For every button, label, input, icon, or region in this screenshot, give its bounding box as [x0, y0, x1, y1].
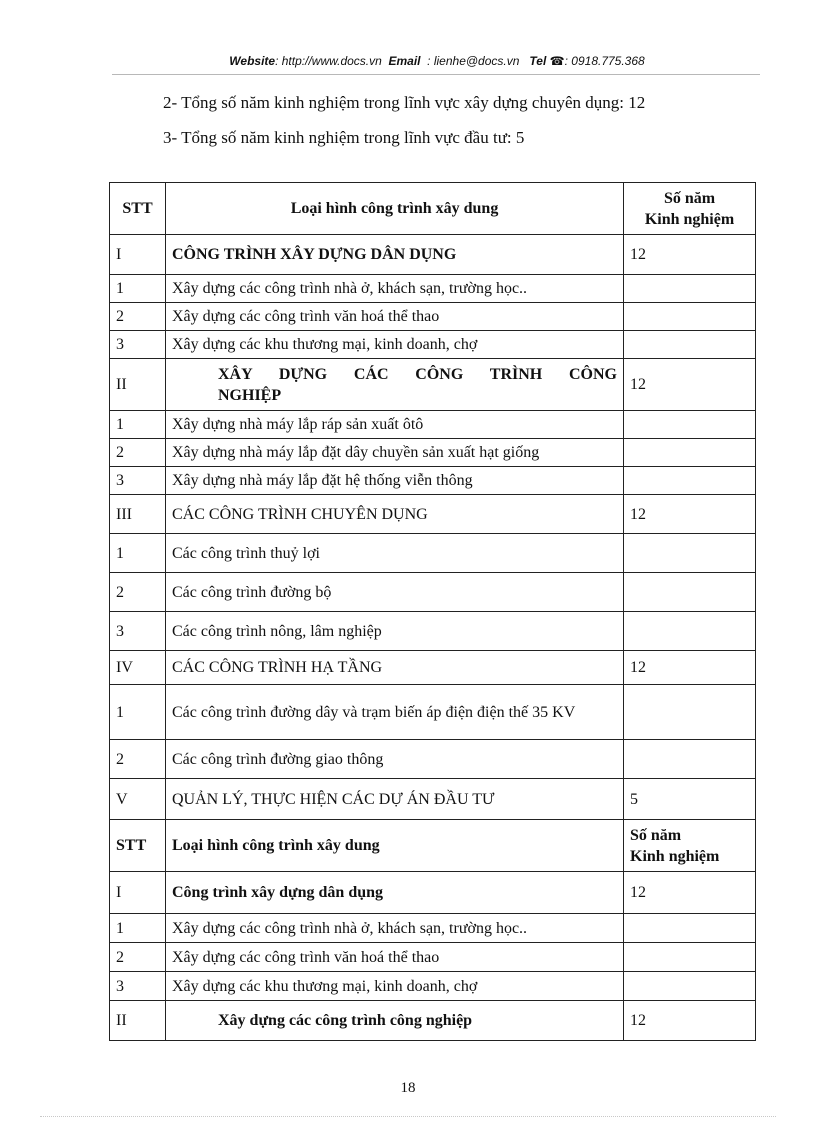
row-type: Xây dựng nhà máy lắp đặt hệ thống viễn thông [166, 467, 624, 495]
row-type: CÔNG TRÌNH XÂY DỰNG DÂN DỤNG [166, 235, 624, 275]
table-row [110, 235, 756, 275]
row-stt: 2 [110, 303, 166, 331]
table-row [110, 914, 756, 943]
row-stt: IV [110, 651, 166, 685]
table-row [110, 972, 756, 1001]
row-stt: 3 [110, 331, 166, 359]
header-years-line1: Số năm [663, 189, 716, 207]
page-header [112, 54, 762, 68]
table-row [110, 573, 756, 612]
row-stt: 2 [110, 439, 166, 467]
table-row [110, 943, 756, 972]
intro-line-2: 3- Tổng số năm kinh nghiệm trong lĩnh vực đầu tư: 5 [163, 128, 525, 147]
row-type: QUẢN LÝ, THỰC HIỆN CÁC DỰ ÁN ĐẦU TƯ [166, 779, 624, 820]
row-years [624, 439, 756, 467]
table-row [110, 303, 756, 331]
footer-divider [40, 1116, 776, 1117]
row-years [624, 943, 756, 972]
table-row [110, 411, 756, 439]
row-type: Xây dựng các khu thương mại, kinh doanh, chợ [166, 972, 624, 1001]
row-type: Các công trình thuỷ lợi [166, 534, 624, 573]
header-stt: STT [110, 183, 166, 235]
row-type: CÁC CÔNG TRÌNH CHUYÊN DỤNG [166, 495, 624, 534]
row-type: XÂY DỰNG CÁC CÔNG TRÌNH CÔNG NGHIỆP [166, 359, 624, 411]
row-years [624, 914, 756, 943]
row-type: Xây dựng các công trình công nghiệp [166, 1001, 624, 1041]
row-stt: 1 [110, 914, 166, 943]
row-years [624, 331, 756, 359]
table-row [110, 685, 756, 740]
row-type: Xây dựng các công trình văn hoá thể thao [166, 943, 624, 972]
table-row [110, 651, 756, 685]
row-stt: I [110, 872, 166, 914]
row-type: Xây dựng các công trình nhà ở, khách sạn, trường học.. [166, 275, 624, 303]
tel-value: : 0918.775.368 [564, 54, 645, 68]
row-type: Xây dựng các công trình văn hoá thể thao [166, 303, 624, 331]
phone-icon: ☎ [549, 54, 565, 68]
row-years [624, 573, 756, 612]
row-years [624, 612, 756, 651]
table-row [110, 534, 756, 573]
header-years-line2: Kinh nghiệm [644, 210, 735, 228]
row-years [624, 303, 756, 331]
table-row [110, 1001, 756, 1041]
row-stt: V [110, 779, 166, 820]
row-years: 12 [624, 1001, 756, 1041]
header2-type: Loại hình công trình xây dung [166, 820, 624, 872]
row-type: Xây dựng nhà máy lắp ráp sản xuất ôtô [166, 411, 624, 439]
row-stt: 1 [110, 275, 166, 303]
table-row [110, 275, 756, 303]
intro-line-1: 2- Tổng số năm kinh nghiệm trong lĩnh vực xây dựng chuyên dụng: 12 [163, 93, 646, 112]
table-row [110, 359, 756, 411]
row-stt: 1 [110, 534, 166, 573]
website-label: Website [229, 54, 276, 68]
row-stt: 3 [110, 612, 166, 651]
row-stt: 3 [110, 467, 166, 495]
header2-years [624, 820, 756, 872]
row-years [624, 972, 756, 1001]
table-row [110, 740, 756, 779]
row-stt: 1 [110, 685, 166, 740]
email-value: : lienhe@docs.vn [427, 54, 520, 68]
row-type: CÁC CÔNG TRÌNH HẠ TẦNG [166, 651, 624, 685]
page-number: 18 [400, 1080, 416, 1096]
row-stt: I [110, 235, 166, 275]
row-type: Xây dựng nhà máy lắp đặt dây chuyền sản xuất hạt giống [166, 439, 624, 467]
email-label: Email [388, 54, 421, 68]
table-row [110, 779, 756, 820]
row-stt: II [110, 359, 166, 411]
website-value: : http://www.docs.vn [275, 54, 382, 68]
row-stt: 2 [110, 740, 166, 779]
header2-years-line1: Số năm [630, 826, 682, 844]
row-stt: 2 [110, 943, 166, 972]
row-years: 5 [624, 779, 756, 820]
row-stt: 2 [110, 573, 166, 612]
row-type: Xây dựng các công trình nhà ở, khách sạn, trường học.. [166, 914, 624, 943]
tel-label: Tel [529, 54, 547, 68]
row-years [624, 467, 756, 495]
header-years [624, 183, 756, 235]
row-years: 12 [624, 235, 756, 275]
header2-stt: STT [110, 820, 166, 872]
row-stt: 1 [110, 411, 166, 439]
row-years [624, 275, 756, 303]
row-years: 12 [624, 359, 756, 411]
experience-table [109, 182, 756, 1041]
row-type: Xây dựng các khu thương mại, kinh doanh, chợ [166, 331, 624, 359]
table-header-row [110, 183, 756, 235]
row-stt: III [110, 495, 166, 534]
header2-years-line2: Kinh nghiệm [630, 847, 720, 865]
row-type: Các công trình đường dây và trạm biến áp điện điện thế 35 KV [166, 685, 624, 740]
table-row [110, 467, 756, 495]
table-row [110, 872, 756, 914]
table-row [110, 612, 756, 651]
row-stt: 3 [110, 972, 166, 1001]
row-stt: II [110, 1001, 166, 1041]
row-type: Các công trình đường bộ [166, 573, 624, 612]
table-row [110, 439, 756, 467]
row-years [624, 685, 756, 740]
row-type: Các công trình đường giao thông [166, 740, 624, 779]
row-years [624, 534, 756, 573]
row-years: 12 [624, 872, 756, 914]
header-type: Loại hình công trình xây dung [166, 183, 624, 235]
row-years [624, 740, 756, 779]
row-years: 12 [624, 651, 756, 685]
row-type: Các công trình nông, lâm nghiệp [166, 612, 624, 651]
header-divider [112, 74, 760, 75]
row-years [624, 411, 756, 439]
row-type: Công trình xây dựng dân dụng [166, 872, 624, 914]
table-header-row-2 [110, 820, 756, 872]
row-years: 12 [624, 495, 756, 534]
table-row [110, 495, 756, 534]
table-row [110, 331, 756, 359]
